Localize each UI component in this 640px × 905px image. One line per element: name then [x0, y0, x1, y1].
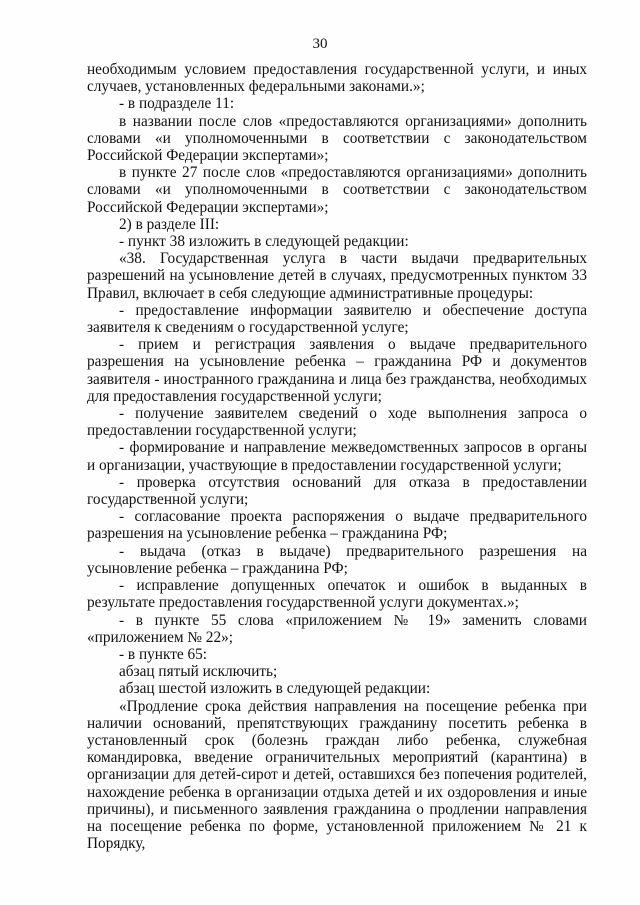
paragraph: - в пункте 55 слова «приложением № 19» заменить словами «приложением № 22»;	[87, 611, 587, 646]
paragraph: - пункт 38 изложить в следующей редакции:	[119, 233, 409, 251]
paragraph: необходимым условием предоставления государственной услуги, и иных	[87, 61, 587, 78]
paragraph: - исправление допущенных опечаток и ошибок в выданных в результате предоставления государственной услуги документах.»;	[87, 577, 587, 612]
page-number: 30	[312, 36, 328, 52]
document-body	[87, 61, 587, 852]
paragraph: - предоставление информации заявителю и обеспечение доступа заявителя к сведениям о государственной услуге;	[87, 301, 587, 337]
paragraph: - выдача (отказ в выдаче) предварительного разрешения на усыновление ребенка – гражданина РФ;	[87, 542, 587, 577]
paragraph: - проверка отсутствия оснований для отказа в предоставлении государственной услуги;	[87, 473, 587, 509]
paragraph: - в пункте 65:	[119, 645, 208, 663]
paragraph: в названии после слов «предоставляются организациями» дополнить словами «и уполномоченными в соответствии с законодательством Российской Федерации экспертами»;	[87, 112, 587, 165]
paragraph: «Продление срока действия направления на посещение ребенка при наличии оснований, препятствующих гражданину посетить ребенка в установленный срок (болезнь граждан либо ребенка, служебная командировка, введение ограничительных мероприятий (карантина) в организации для детей-сирот и детей, оставшихся без попечения родителей, нахождение ребенка в организации отдыха детей и их оздоровления и иные причины), и письменного заявления гражданина о продлении направления на посещение ребенка по форме, установленной приложением № 21 к Порядку,	[87, 697, 587, 853]
paragraph: абзац пятый исключить;	[119, 663, 278, 681]
paragraph: абзац шестой изложить в следующей редакции:	[119, 680, 431, 698]
paragraph: - получение заявителем сведений о ходе выполнения запроса о предоставлении государственной услуги;	[87, 405, 587, 440]
paragraph: случаев, установленных федеральными законами.»;	[87, 78, 425, 96]
paragraph: - прием и регистрация заявления о выдаче предварительного разрешения на усыновление ребенка – гражданина РФ и документов заявителя - иностранного гражданина и лица без гражданства, необходимых для предоставления государственной услуги;	[87, 336, 587, 405]
paragraph: 2) в разделе III:	[119, 215, 220, 233]
paragraph: - в подразделе 11:	[119, 95, 235, 113]
paragraph: в пункте 27 после слов «предоставляются организациями» дополнить словами «и уполномоченными в соответствии с законодательством Российской Федерации экспертами»;	[87, 164, 587, 216]
paragraph: - согласование проекта распоряжения о выдаче предварительного разрешения на усыновление ребенка – гражданина РФ;	[87, 508, 587, 543]
paragraph: - формирование и направление межведомственных запросов в органы и организации, участвующие в предоставлении государственной услуги;	[87, 439, 587, 474]
paragraph: «38. Государственная услуга в части выдачи предварительных разрешений на усыновление детей в случаях, предусмотренных пунктом 33 Правил, включает в себя следующие административные процедуры:	[87, 250, 587, 302]
